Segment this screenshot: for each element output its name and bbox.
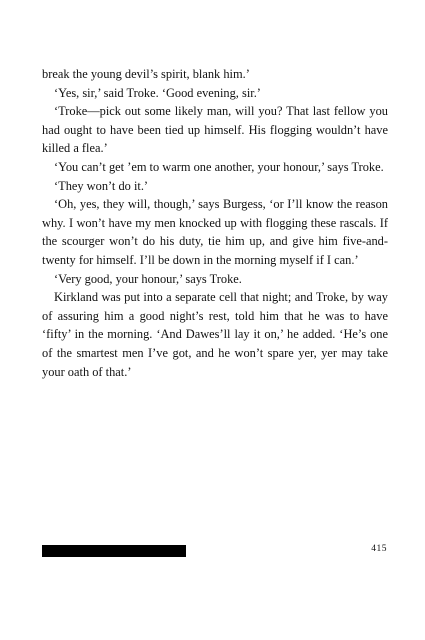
paragraph: ‘Very good, your honour,’ says Troke.	[54, 271, 242, 286]
paragraph: break the young devil’s spirit, blank him.’	[42, 67, 250, 81]
paragraph: ‘They won’t do it.’	[54, 178, 149, 193]
paragraph: ‘You can’t get ’em to warm one another, your honour,’ says Troke.	[54, 159, 384, 174]
page-number: 415	[371, 544, 387, 554]
redaction-bar	[42, 545, 186, 557]
paragraph: ‘Oh, yes, they will, though,’ says Burgess, ‘or I’ll know the reason why. I won’t have my men knocked up with flogging these rascals. If the scourger won’t do his duty, tie him up, and give him five-and-twenty for himself. I’ll be down in the morning myself if I can.’	[42, 197, 388, 267]
paragraph: ‘Yes, sir,’ said Troke. ‘Good evening, sir.’	[54, 85, 261, 100]
body-text	[42, 65, 388, 381]
paragraph: Kirkland was put into a separate cell that night; and Troke, by way of assuring him a good night’s rest, told him that he was to have ‘fifty’ in the morning. ‘And Dawes’ll lay it on,’ he added. ‘He’s one of the smartest men I’ve got, and he won’t spare yer, yer may take your oath of that.’	[42, 290, 388, 379]
paragraph: ‘Troke—pick out some likely man, will you? That last fellow you had ought to have been tied up himself. His flogging wouldn’t have killed a flea.’	[42, 104, 388, 156]
